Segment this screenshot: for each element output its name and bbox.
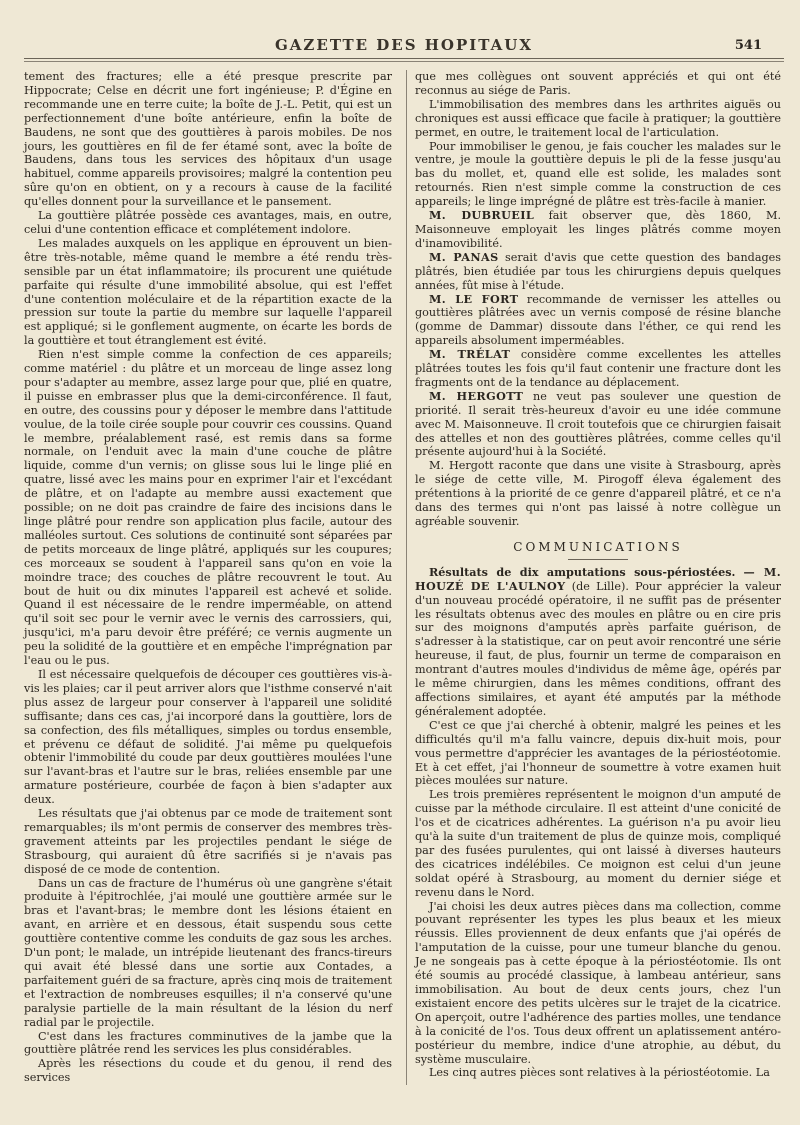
paragraph: Les résultats que j'ai obtenus par ce mode de traitement sont remarquables; ils m'ont permis de conserver des membres très-gravement atteints par les projectiles pendant le siége de Strasbourg, qui auraient dû être sacrifiés si je n'avais pas disposé de ce mode de contention.: [24, 807, 392, 876]
text-columns: [24, 70, 784, 1085]
paragraph: Les malades auxquels on les applique en éprouvent un bien-être très-notable, même quand le membre a été rendu très-sensible par un état inflammatoire; ils procurent une quiétude parfaite qui résulte d'une immobilité absolue, qui est l'effet d'une contention moléculaire et de la répartition exacte de la pression sur toute la partie du membre sur laquelle l'appareil est appliqué; si le gonflement augmente, on écarte les bords de la gouttière et tout étranglement est évité.: [24, 236, 392, 348]
speaker-name: M. LE FORT: [429, 291, 519, 306]
speaker-name: M. HERGOTT: [429, 388, 524, 403]
right-column: [406, 70, 781, 1085]
speaker-paragraph: [415, 251, 781, 293]
page-header: [24, 30, 784, 64]
paragraph: Pour immobiliser le genou, je fais coucher les malades sur le ventre, je moule la gouttière depuis le pli de la fesse jusqu'au bas du mollet, et, quand elle est solide, les malades sont retournés. Rien n'est simple comme la construction de ces appareils; le linge imprégné de plâtre est très-facile à manier.: [415, 139, 781, 209]
speaker-paragraph: [415, 293, 781, 349]
header-rule-secondary: [24, 61, 784, 62]
speaker-text: serait d'avis que cette question des bandages plâtrés, bien étudiée par tous les chirurgiens depuis quelques années, fût mise à l'étude.: [415, 250, 782, 292]
running-title: GAZETTE DES HOPITAUX: [274, 36, 533, 54]
communication-text: (de Lille). Pour apprécier la valeur d'un nouveau procédé opératoire, il ne suffit pas de présenter les résultats obtenus avec des moules en plâtre ou en cire pris sur des moignons d'amputés après parfaite guérison, de s'adresser à la statistique, car on peut avoir rencontré une série heureuse, il faut, de plus, fournir un terme de comparaison en montrant d'autres moules d'individus de même âge, opérés par le même chirurgien, dans les mêmes conditions, offrant des affections similaires, et ayant été amputés par la méthode généralement adoptée.: [415, 579, 781, 718]
speaker-name: M. TRÉLAT: [429, 347, 511, 362]
communication-paragraph: [415, 566, 781, 719]
paragraph: Il est nécessaire quelquefois de découper ces gouttières vis-à-vis les plaies; car il peut arriver alors que l'isthme conservé n'ait plus assez de largeur pour conserver à l'appareil une solidité suffisante; dans ces cas, j'ai incorporé dans la gouttière, lors de sa confection, des fils métalliques, simples ou tordus ensemble, et prévenu ce défaut de solidité. J'ai même pu quelquefois obtenir l'immobilité du coude par deux gouttières moulées l'une sur l'avant-bras et l'autre sur le bras, reliées ensemble par une armature postérieure, courbée de façon à bien s'adapter aux deux.: [24, 667, 392, 807]
paragraph: C'est dans les fractures comminutives de la jambe que la gouttière plâtrée rend les services les plus considérables.: [24, 1029, 392, 1057]
paragraph: C'est ce que j'ai cherché à obtenir, malgré les peines et les difficultés qu'il m'a fallu vaincre, depuis dix-huit mois, pour vous permettre d'apprécier les avantages de la périostéotomie. Et à cet effet, j'ai l'honneur de soumettre à votre examen huit pièces moulées sur nature.: [415, 718, 781, 788]
paragraph: Rien n'est simple comme la confection de ces appareils; comme matériel : du plâtre et un morceau de linge assez long pour s'adapter au membre, assez large pour que, plié en quatre, il puisse en embrasser plus que la demi-circonférence. Il faut, en outre, des coussins pour y déposer le membre dans l'attitude voulue, de la toile cirée souple pour couvrir ces coussins. Quand le membre, préalablement rasé, est remis dans sa forme normale, on l'enduit avec la main d'une couche de plâtre liquide, comme d'un vernis; on glisse sous lui le linge plié en quatre, lissé avec les mains pour en exprimer l'air et l'excédant de plâtre, et on l'adapte au membre aussi exactement que possible; on ne doit pas craindre de faire des incisions dans le linge plâtré pour rendre son application plus facile, autour des malléoles surtout. Ces solutions de continuité sont séparées par de petits morceaux de linge plâtré, appliqués sur les coupures; ces morceaux se soudent à l'appareil sans qu'on en voie la moindre trace; des couches de plâtre recouvrent le tout. Au bout de huit ou dix minutes l'appareil est achevé et solide. Quand il est nécessaire de le rendre imperméable, on attend qu'il soit sec pour le vernir avec le vernis des carrossiers, qui, jusqu'ici, m'a paru devoir être préféré; ce vernis augmente un peu la solidité de la gouttière et en empêche l'imprégnation par l'eau ou le pus.: [24, 348, 392, 668]
page-number: 541: [734, 38, 762, 53]
speaker-text: fait observer que, dès 1860, M. Maisonneuve employait les linges plâtrés comme moyen d'inamovibilité.: [415, 209, 782, 250]
header-rule: [24, 58, 784, 59]
speaker-paragraph: [415, 390, 781, 460]
paragraph: Dans un cas de fracture de l'humérus où une gangrène s'était produite à l'épitrochlée, j'ai moulé une gouttière armée sur le bras et l'avant-bras; le membre dont les lésions étaient en avant, en arrière et en dessous, était suspendu sous cette gouttière contentive comme les conduits de gaz sous les arches. D'un pont; le malade, un intrépide lieutenant des francs-tireurs qui avait été blessé dans une sortie aux Contades, a parfaitement guéri de sa fracture, après cinq mois de traitement et l'extraction de nombreuses esquilles; il n'a conservé qu'une paralysie partielle de la main résultant de la lésion du nerf radial par le projectile.: [24, 876, 392, 1029]
paragraph: Après les résections du coude et du genou, il rend des services: [24, 1057, 392, 1085]
paragraph: La gouttière plâtrée possède ces avantages, mais, en outre, celui d'une contention efficace et complétement indolore.: [24, 209, 392, 236]
communication-title: Résultats de dix amputations sous-périostées.: [429, 564, 736, 579]
paragraph: J'ai choisi les deux autres pièces dans ma collection, comme pouvant représenter les types les plus beaux et les mieux réussis. Elles proviennent de deux enfants que j'ai opérés de l'amputation de la cuisse, pour une tumeur blanche du genou. Je ne songeais pas à cette époque à la périostéotomie. Ils ont été soumis au procédé classique, à lambeau antérieur, sans immobilisation. Au bout de deux cents jours, chez l'un existaient encore des petits ulcères sur le trajet de la cicatrice. On aperçoit, outre l'adhérence des parties molles, une tendance à la conicité de l'os. Tous deux offrent un aplatissement antéro-postérieur du membre, indice d'une atrophie, au début, du système musculaire.: [415, 899, 781, 1066]
paragraph: que mes collègues ont souvent appréciés et qui ont été reconnus au siége de Paris.: [415, 70, 781, 97]
paragraph: Les trois premières représentent le moignon d'un amputé de cuisse par la méthode circulaire. Il est atteint d'une conicité de l'os et de cicatrices adhérentes. La guérison n'a pu avoir lieu qu'à la suite d'un traitement de plus de quinze mois, compliqué par des fusées purulentes, qui ont laissé à diverses hauteurs des cicatrices indélébiles. Ce moignon est celui d'un jeune soldat opéré à Strasbourg, au moment du dernier siége et revenu dans le Nord.: [415, 788, 781, 899]
speaker-text: ne veut pas soulever une question de priorité. Il serait très-heureux d'avoir eu une idée commune avec M. Maisonneuve. Il croit toutefois que ce chirurgien faisait des attelles et non des gouttières plâtrées, comme celles qu'il présente aujourd'hui à la Société.: [415, 389, 782, 459]
speaker-name: M. PANAS: [429, 249, 499, 264]
section-heading-rule: [568, 559, 628, 560]
speaker-paragraph: [415, 209, 781, 251]
section-heading: COMMUNICATIONS: [513, 539, 683, 554]
speaker-text: recommande de vernisser les attelles ou gouttières plâtrées avec un vernis composé de résine blanche (gomme de Dammar) dissoute dans l'éther, ce qui rend les appareils absolument imperméables.: [415, 292, 781, 348]
author-name: — M. HOUZÉ DE L'AULNOY: [415, 564, 781, 593]
left-column: [24, 70, 392, 1085]
paragraph: Les cinq autres pièces sont relatives à la périostéotomie. La: [429, 1066, 770, 1080]
paragraph: L'immobilisation des membres dans les arthrites aiguës ou chroniques est aussi efficace que facile à pratiquer; la gouttière permet, en outre, le traitement local de l'articulation.: [415, 97, 781, 139]
speaker-name: M. DUBRUEIL: [429, 208, 535, 223]
paragraph: M. Hergott raconte que dans une visite à Strasbourg, après le siége de cette ville, M. Pirogoff éleva également des prétentions à la priorité de ce genre d'appareil plâtré, et ce n'a dans des termes qui n'ont pas laissé à notre collègue un agréable souvenir.: [415, 459, 781, 528]
speaker-text: considère comme excellentes les attelles plâtrées toutes les fois qu'il faut contenir une fracture dont les fragments ont de la tendance au déplacement.: [415, 348, 781, 389]
paragraph: tement des fractures; elle a été presque prescrite par Hippocrate; Celse en décrit une fort ingénieuse; P. d'Égine en recommande une en terre cuite; la boîte de J.-L. Petit, qui est un perfectionnement d'une boîte antérieure, enfin la boîte de Baudens, ne sont que des gouttières à parois mobiles. De nos jours, les gouttières en fil de fer étamé sont, avec la boîte de Baudens, dans tous les services des hôpitaux d'un usage habituel, comme appareils provisoires; malgré la contention peu sûre qu'on en obtient, on y a recours à cause de la facilité qu'elles donnent pour la surveillance et le pansement.: [24, 70, 392, 209]
speaker-paragraph: [415, 348, 781, 390]
